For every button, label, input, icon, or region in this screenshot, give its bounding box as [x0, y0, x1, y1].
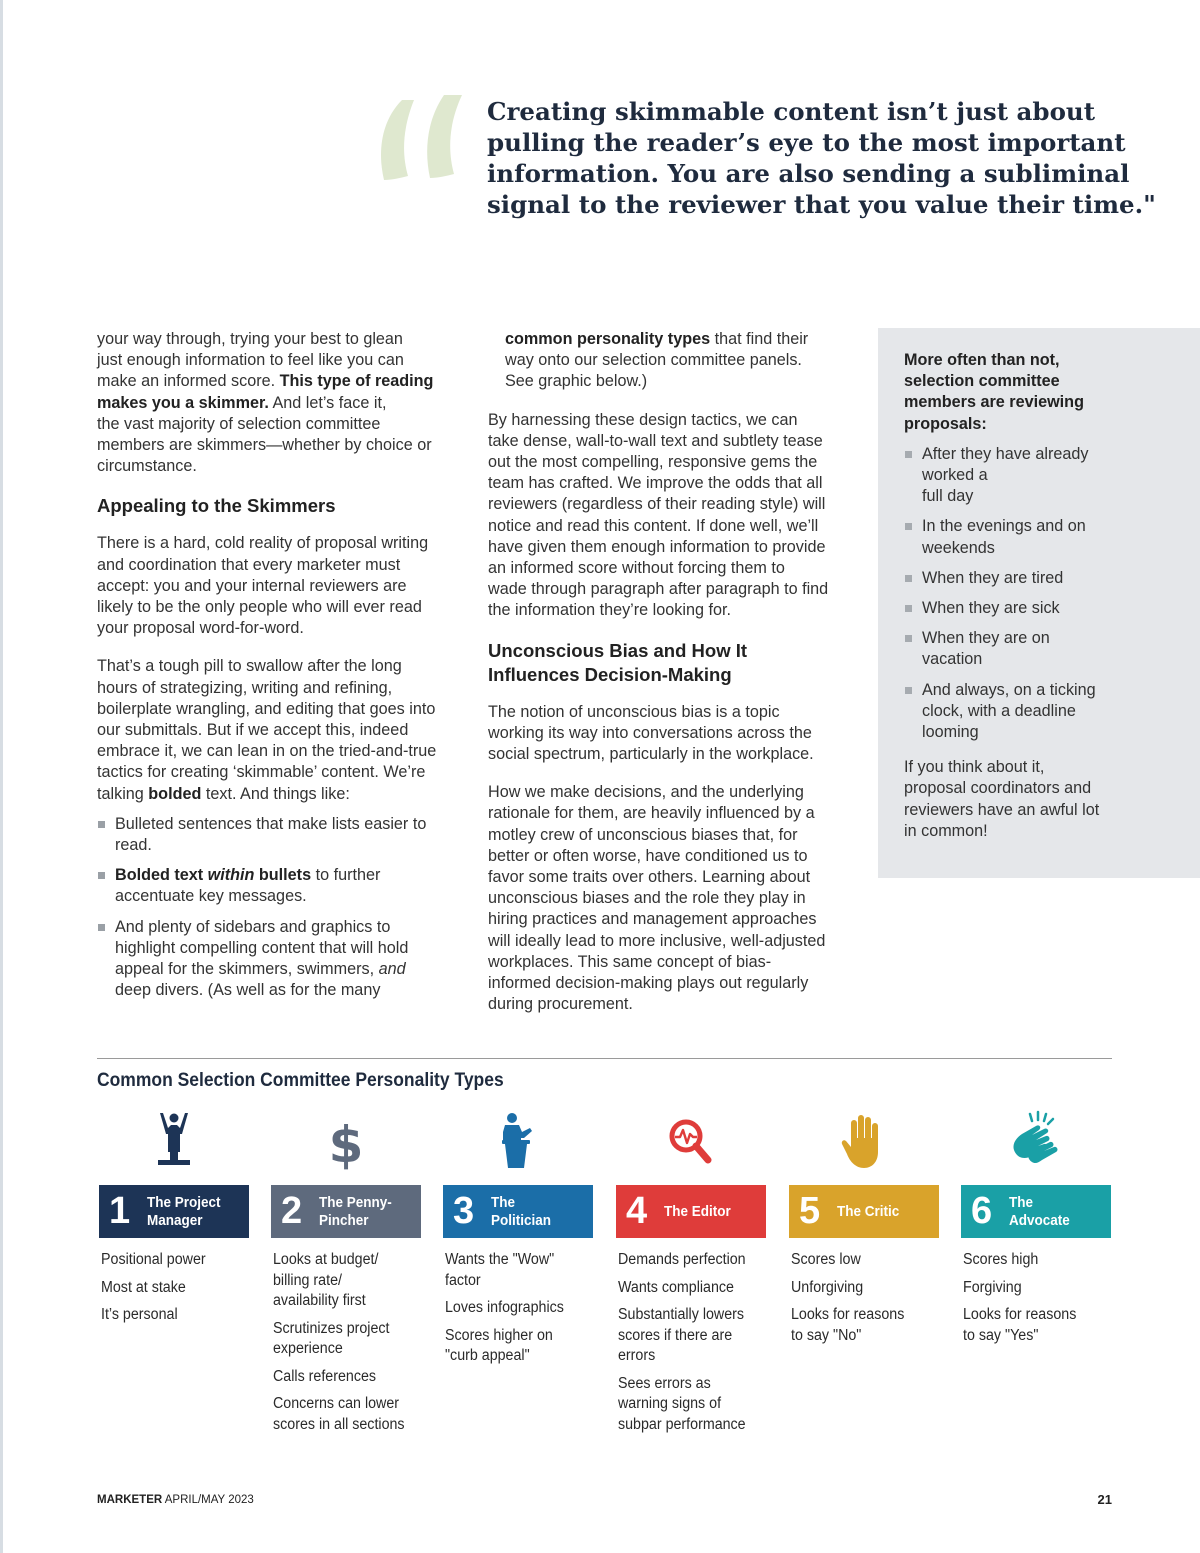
type-label-box — [443, 1185, 593, 1238]
type-name — [491, 1194, 579, 1230]
text-line: proposal coordinators and — [904, 779, 1092, 798]
text-run: text. And things like: — [201, 784, 350, 803]
text-line: Advocate — [1009, 1212, 1070, 1229]
text-line: rationale for them, are heavily influenced by a — [488, 804, 815, 823]
text-line: Concerns can lower — [273, 1395, 400, 1412]
text-line: subpar performance — [618, 1415, 746, 1433]
footer-publication — [97, 1494, 254, 1506]
type-name — [147, 1194, 235, 1230]
text-line: out the most compelling, responsive gems the — [488, 453, 818, 472]
text-line: Scores higher on — [445, 1326, 553, 1344]
text-line: full day — [922, 487, 974, 506]
text-line: take dense, wall-to-wall text and subtlety tease — [488, 431, 823, 450]
trait-item — [445, 1250, 588, 1291]
trait-item — [273, 1250, 416, 1312]
text-line: likely to be the only people who will ever read — [97, 598, 422, 617]
text-line: Pincher — [319, 1212, 369, 1229]
text-run: And let’s face it, — [268, 393, 387, 412]
trait-item — [963, 1305, 1106, 1346]
pull-quote-line: pulling the reader’s eye to the most important — [487, 128, 1126, 157]
trait-item — [618, 1374, 761, 1436]
trait-item — [963, 1278, 1106, 1299]
type-name — [837, 1203, 925, 1221]
list-item — [904, 568, 1184, 589]
trait-item — [101, 1250, 244, 1271]
trait-item — [618, 1278, 761, 1299]
body-paragraph — [97, 533, 467, 639]
pull-quote — [487, 96, 1156, 220]
text-line: Wants the "Wow" — [445, 1251, 555, 1268]
heading-line: Influences Decision-Making — [488, 663, 732, 685]
text-line: your proposal word-for-word. — [97, 619, 304, 638]
text-line: read. — [115, 836, 152, 855]
text-line: There is a hard, cold reality of proposal writing — [97, 534, 429, 553]
text-line: team has crafted. We improve the odds that all — [488, 474, 823, 493]
text-line: "curb appeal" — [445, 1347, 530, 1364]
text-line: highlight compelling content that will hold — [115, 938, 409, 957]
text-line: hours of strategizing, writing and refining, — [97, 678, 393, 697]
text-line: That’s a tough pill to swallow after the long — [97, 657, 402, 676]
text-line: When they are tired — [922, 568, 1064, 587]
text-line: to say "No" — [791, 1326, 862, 1344]
magnifier-icon — [661, 1110, 721, 1172]
text-line: way onto our selection committee panels. — [505, 351, 802, 370]
trait-item — [791, 1250, 934, 1271]
speaker-icon — [488, 1110, 548, 1172]
type-label-box — [789, 1185, 939, 1238]
list-item — [97, 917, 467, 1002]
text-line: favor some traits over others. Learning about — [488, 868, 811, 887]
text-line: Positional power — [101, 1251, 206, 1268]
trait-item — [445, 1298, 588, 1319]
quote-mark-icon — [372, 80, 492, 200]
svg-text:$: $ — [328, 1116, 364, 1172]
text-line: in common! — [904, 821, 988, 840]
text-line: better or often worse, have conditioned us to — [488, 846, 808, 865]
text-run: to further — [311, 866, 381, 885]
dollar-icon — [316, 1110, 376, 1172]
body-paragraph — [488, 702, 853, 766]
type-number: 5 — [799, 1190, 821, 1232]
trait-item — [101, 1305, 244, 1326]
text-line: accept: you and your internal reviewers are — [97, 576, 407, 595]
text-line — [505, 329, 853, 350]
text-line: Looks for reasons — [791, 1306, 905, 1323]
bullet-list — [97, 814, 467, 1002]
text-line: When they are on — [922, 629, 1050, 648]
text-line: After they have already — [922, 444, 1089, 463]
text-line — [115, 865, 467, 886]
text-line: accentuate key messages. — [115, 887, 307, 906]
list-item — [904, 628, 1184, 670]
text-line: proposals: — [904, 414, 987, 433]
text-line: the vast majority of selection committee — [97, 414, 381, 433]
person-podium-icon — [144, 1110, 204, 1172]
type-label-box — [271, 1185, 421, 1238]
text-line: Bulleted sentences that make lists easier to — [115, 814, 427, 833]
text-line: Manager — [147, 1212, 203, 1229]
list-item — [97, 865, 467, 907]
text-line: errors — [618, 1347, 656, 1364]
text-line: When they are sick — [922, 599, 1060, 618]
type-number: 2 — [281, 1190, 303, 1232]
type-number: 1 — [109, 1190, 131, 1232]
text-line: members are skimmers—whether by choice or — [97, 436, 432, 455]
text-line: working its way into conversations across the — [488, 723, 812, 742]
trait-list — [101, 1250, 256, 1333]
text-run: talking — [97, 784, 149, 803]
type-number: 6 — [971, 1190, 993, 1232]
text-line: worked a — [922, 466, 988, 485]
text-line: Looks for reasons — [963, 1306, 1077, 1323]
trait-item — [101, 1278, 244, 1299]
text-run: that find their — [710, 330, 809, 348]
text-line: our submittals. But if we accept this, indeed — [97, 721, 409, 740]
trait-list — [273, 1250, 428, 1442]
text-line: motley crew of unconscious biases that, for — [488, 825, 798, 844]
sidebar-closing — [904, 757, 1184, 842]
page-edge-rule — [0, 0, 3, 1553]
text-line: selection committee — [904, 372, 1060, 391]
text-line: Forgiving — [963, 1278, 1022, 1296]
text-line: And plenty of sidebars and graphics to — [115, 917, 391, 936]
text-line: The Editor — [664, 1203, 731, 1220]
text-line: and coordination that every marketer must — [97, 555, 401, 574]
text-line: The — [491, 1194, 516, 1211]
sidebar-list — [904, 444, 1184, 743]
text-line: your way through, trying your best to glean — [97, 330, 403, 348]
text-line: hiring practices and management approaches — [488, 910, 817, 929]
text-line — [97, 784, 467, 805]
bold-run: bolded — [148, 784, 202, 803]
sidebar-content — [904, 350, 1184, 842]
bold-run: makes you a skimmer. — [97, 393, 269, 412]
text-line: factor — [445, 1271, 481, 1289]
pull-quote-line: signal to the reviewer that you value their time." — [487, 190, 1156, 219]
text-line: deep divers. (As well as for the many — [115, 981, 381, 1000]
list-item — [97, 814, 467, 856]
section-heading: Appealing to the Skimmers — [97, 495, 336, 517]
text-line: Loves infographics — [445, 1299, 564, 1316]
type-number: 3 — [453, 1190, 475, 1232]
type-number: 4 — [626, 1190, 648, 1232]
intro-paragraph — [97, 329, 467, 477]
type-name — [664, 1203, 752, 1221]
text-line: scores if there are — [618, 1326, 733, 1344]
text-line: have given them enough information to provide — [488, 537, 826, 556]
text-line: during procurement. — [488, 995, 633, 1014]
trait-item — [618, 1305, 761, 1367]
type-label-box — [616, 1185, 766, 1238]
continued-bullet-text — [488, 329, 853, 393]
text-line: wade through paragraph after paragraph to find — [488, 580, 829, 599]
text-line: By harnessing these design tactics, we can — [488, 410, 798, 429]
text-line: Sees errors as — [618, 1374, 711, 1392]
sidebar-box — [878, 328, 1200, 878]
body-paragraph — [488, 782, 853, 1015]
graphic-divider — [97, 1058, 1112, 1059]
trait-item — [791, 1278, 934, 1299]
text-line: looming — [922, 723, 979, 742]
text-line: In the evenings and on — [922, 517, 1086, 536]
text-line: reviewers have an awful lot — [904, 800, 1100, 819]
text-line: Scores low — [791, 1251, 861, 1268]
text-line: just enough information to feel like you can — [97, 351, 404, 370]
trait-list — [618, 1250, 773, 1442]
text-line: More often than not, — [904, 351, 1060, 369]
text-line: vacation — [922, 650, 983, 669]
text-line: The notion of unconscious bias is a topic — [488, 702, 780, 721]
text-line: See graphic below.) — [505, 372, 648, 391]
text-line: reviewers (regardless of their reading style) will — [488, 495, 826, 514]
text-line: Wants compliance — [618, 1278, 734, 1296]
text-line: weekends — [922, 538, 995, 557]
text-line: The Critic — [837, 1203, 900, 1220]
trait-item — [273, 1394, 416, 1435]
sidebar-title — [904, 350, 1184, 435]
text-line: warning signs of — [618, 1395, 722, 1412]
text-line: to say "Yes" — [963, 1326, 1039, 1344]
text-line: billing rate/ — [273, 1271, 342, 1289]
article-column-1 — [97, 329, 467, 1010]
text-line: The Project — [147, 1194, 221, 1211]
text-line: social spectrum, particularly in the workplace. — [488, 745, 814, 764]
type-name — [319, 1194, 407, 1230]
text-run: appeal for the skimmers, swimmers, — [115, 960, 379, 979]
text-line: workplaces. This same concept of bias- — [488, 952, 772, 971]
section-heading — [488, 639, 853, 687]
trait-list — [445, 1250, 600, 1374]
trait-item — [273, 1367, 416, 1388]
pull-quote-line: information. You are also sending a subliminal — [487, 159, 1130, 188]
text-line: will ideally lead to more inclusive, well-adjusted — [488, 931, 826, 950]
text-line: circumstance. — [97, 457, 197, 476]
bold-run: This type of reading — [279, 372, 434, 391]
list-item — [904, 598, 1184, 619]
list-item — [904, 444, 1184, 508]
text-line: an informed score without forcing them to — [488, 559, 785, 578]
footer-issue: APRIL/MAY 2023 — [162, 1494, 254, 1506]
text-line — [115, 959, 467, 980]
bold-italic-run: within — [207, 866, 255, 885]
text-line: experience — [273, 1340, 343, 1357]
trait-item — [445, 1326, 588, 1367]
text-line: boilerplate wrangling, and editing that goes into — [97, 699, 436, 718]
text-line — [97, 393, 467, 414]
list-item — [904, 516, 1184, 558]
bold-run: Bolded text — [115, 866, 208, 885]
footer-brand: MARKETER — [97, 1494, 163, 1506]
page-number: 21 — [1097, 1492, 1112, 1507]
text-line: And always, on a ticking — [922, 680, 1096, 699]
trait-item — [963, 1250, 1106, 1271]
type-name — [1009, 1194, 1097, 1230]
text-line: members are reviewing — [904, 393, 1084, 412]
text-line: How we make decisions, and the underlying — [488, 783, 804, 802]
text-line: embrace it, we can lean in on the tried-and-true — [97, 742, 437, 761]
trait-list — [791, 1250, 946, 1353]
text-line: If you think about it, — [904, 758, 1045, 777]
text-line: notice and read this content. If done well, we’ll — [488, 516, 819, 535]
type-label-box — [961, 1185, 1111, 1238]
text-line: Substantially lowers — [618, 1306, 745, 1323]
trait-list — [963, 1250, 1118, 1353]
text-line: Politician — [491, 1212, 552, 1229]
text-line: Most at stake — [101, 1278, 186, 1296]
text-line: Scores high — [963, 1251, 1039, 1268]
text-line: Demands perfection — [618, 1251, 746, 1268]
trait-item — [791, 1305, 934, 1346]
text-line: Calls references — [273, 1367, 377, 1385]
italic-run: and — [378, 960, 406, 979]
bold-run: common personality types — [505, 330, 711, 348]
clapping-hands-icon — [1006, 1110, 1066, 1172]
text-line: scores in all sections — [273, 1415, 405, 1433]
text-line: clock, with a deadline — [922, 701, 1076, 720]
list-item — [904, 680, 1184, 744]
text-line: the information they’re looking for. — [488, 601, 731, 620]
type-label-box — [99, 1185, 249, 1238]
text-line — [97, 371, 467, 392]
text-line: It’s personal — [101, 1306, 178, 1323]
text-line: The — [1009, 1194, 1034, 1211]
text-line: Unforgiving — [791, 1278, 864, 1296]
trait-item — [273, 1319, 416, 1360]
body-paragraph — [488, 410, 853, 622]
text-line: Scrutinizes project — [273, 1319, 390, 1337]
text-line: informed decision-making plays out regularly — [488, 974, 809, 993]
pull-quote-line: Creating skimmable content isn’t just about — [487, 97, 1096, 126]
text-line: tactics for creating ‘skimmable’ content. We’re — [97, 763, 426, 782]
text-line: The Penny- — [319, 1194, 392, 1211]
graphic-title: Common Selection Committee Personality Types — [97, 1070, 504, 1091]
bold-run: bullets — [254, 866, 312, 885]
hand-stop-icon — [834, 1110, 894, 1172]
text-line: availability first — [273, 1292, 366, 1309]
article-column-2 — [488, 329, 853, 1032]
text-run: make an informed score. — [97, 372, 280, 391]
body-paragraph — [97, 656, 467, 804]
trait-item — [618, 1250, 761, 1271]
text-line: unconscious biases and the role they play in — [488, 889, 806, 908]
text-line: Looks at budget/ — [273, 1251, 379, 1268]
heading-line: Unconscious Bias and How It — [488, 639, 748, 661]
